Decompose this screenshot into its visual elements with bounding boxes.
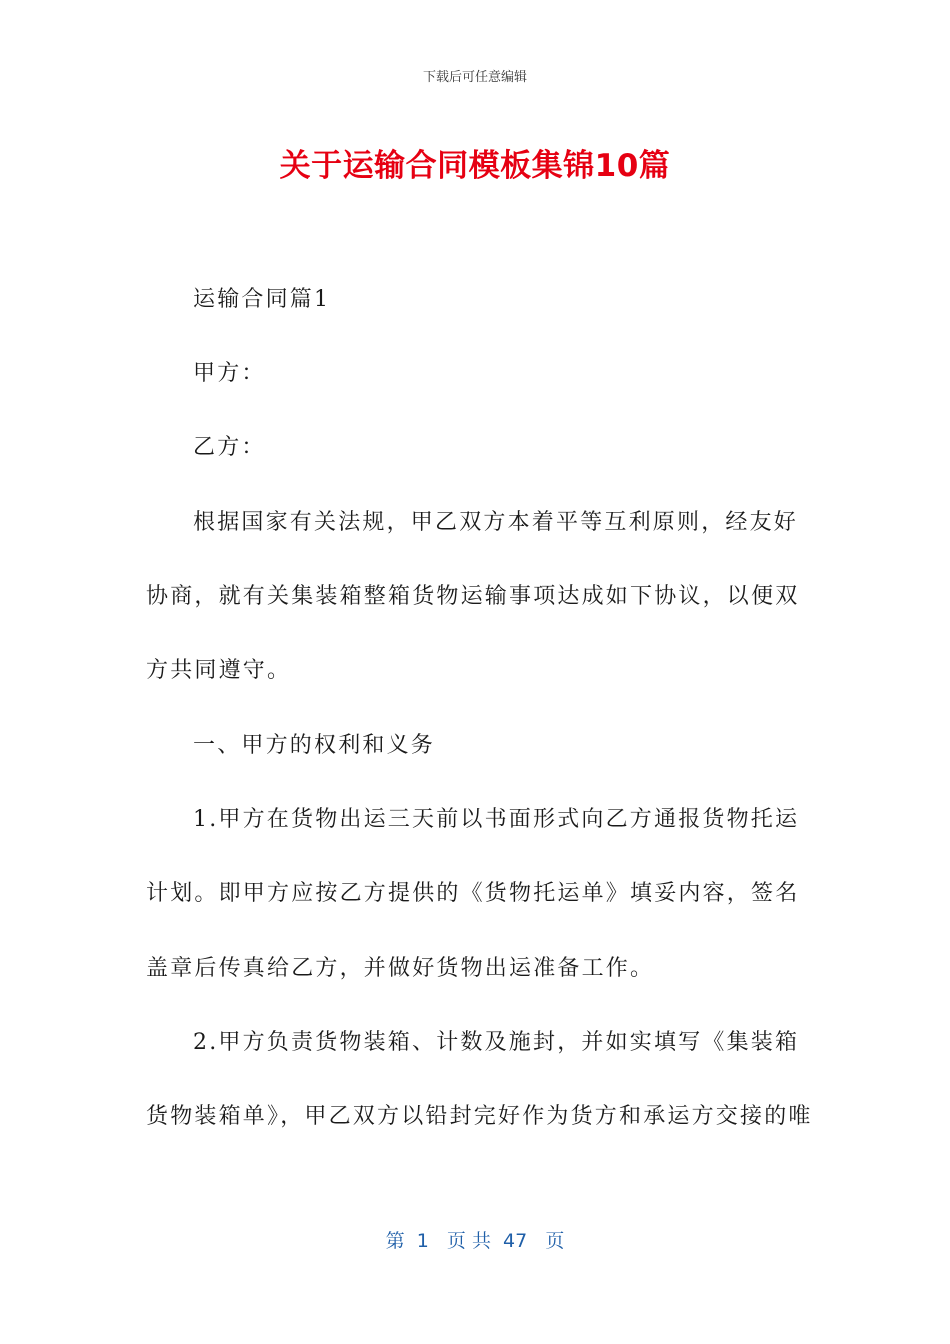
party-b-label: 乙方： — [193, 435, 266, 460]
document-title: 关于运输合同模板集锦10篇 — [279, 148, 671, 184]
paragraph-line: 方共同遵守。 — [146, 658, 292, 683]
header-note: 下载后可任意编辑 — [422, 70, 527, 85]
paragraph-line: 2.甲方负责货物装箱、计数及施封，并如实填写《集装箱 — [193, 1030, 800, 1055]
page-number-footer: 第 1 页 共 47 页 — [385, 1230, 565, 1252]
paragraph-line: 根据国家有关法规，甲乙双方本着平等互利原则，经友好 — [193, 510, 799, 535]
paragraph-line: 1.甲方在货物出运三天前以书面形式向乙方通报货物托运 — [193, 807, 800, 832]
paragraph-line: 计划。即甲方应按乙方提供的《货物托运单》填妥内容，签名 — [146, 881, 800, 906]
paragraph-line: 货物装箱单》，甲乙双方以铅封完好作为货方和承运方交接的唯 — [146, 1104, 813, 1129]
paragraph-line: 协商，就有关集装箱整箱货物运输事项达成如下协议，以便双 — [146, 584, 800, 609]
party-a-label: 甲方： — [193, 361, 266, 386]
clause-heading: 一、甲方的权利和义务 — [193, 733, 436, 758]
section-heading: 运输合同篇1 — [193, 287, 331, 312]
paragraph-line: 盖章后传真给乙方，并做好货物出运准备工作。 — [146, 956, 655, 981]
